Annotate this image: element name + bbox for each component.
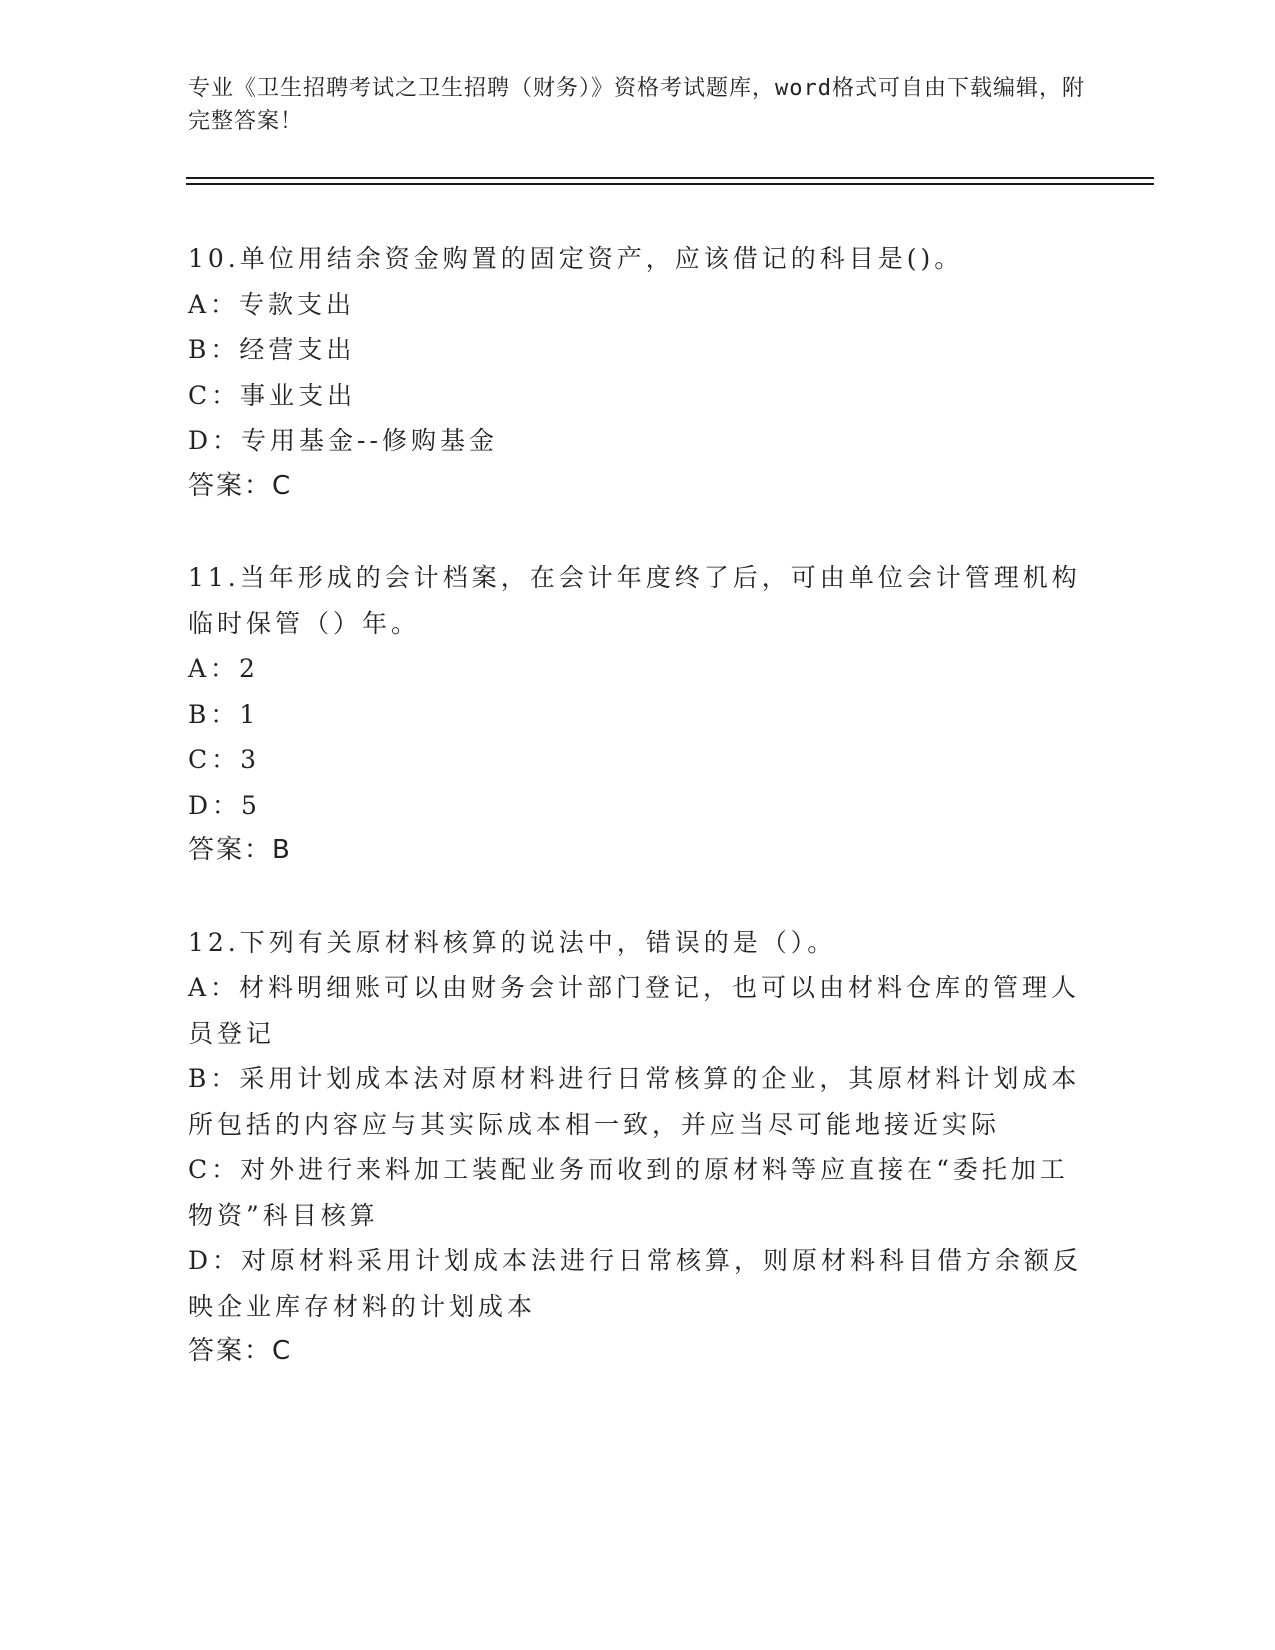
answer-line: 答案：C: [188, 1336, 293, 1366]
document-header: [188, 72, 1088, 138]
header-intro-text: 专业《卫生招聘考试之卫生招聘（财务）》资格考试题库，word格式可自由下载编辑，附完整答案！: [188, 76, 1085, 134]
question-list: [188, 236, 1088, 1421]
question-stem: 11.当年形成的会计档案，在会计年度终了后，可由单位会计管理机构临时保管（）年。: [188, 563, 1081, 638]
answer-line: 答案：C: [188, 470, 293, 501]
option-c: C：事业支出: [188, 380, 357, 410]
option-b: B：采用计划成本法对原材料进行日常核算的企业，其原材料计划成本所包括的内容应与其实际成本相一致，并应当尽可能地接近实际: [188, 1064, 1081, 1139]
header-divider-bottom: [186, 183, 1154, 185]
option-d: D：5: [188, 790, 261, 820]
option-b: B：1: [188, 699, 260, 729]
question-stem: 10.单位用结余资金购置的固定资产，应该借记的科目是()。: [188, 244, 964, 273]
question-10: [188, 236, 1088, 509]
header-divider-top: [186, 177, 1154, 179]
answer-line: 答案：B: [188, 835, 292, 865]
question-stem: 12.下列有关原材料核算的说法中，错误的是（）。: [188, 927, 837, 957]
option-c: C：对外进行来料加工装配业务而收到的原材料等应直接在“委托加工物资”科目核算: [188, 1155, 1069, 1230]
option-a: A：材料明细账可以由财务会计部门登记，也可以由材料仓库的管理人员登记: [188, 973, 1081, 1048]
option-a: A：专款支出: [188, 289, 356, 319]
option-d: D：对原材料采用计划成本法进行日常核算，则原材料科目借方余额反映企业库存材料的计划成本: [188, 1246, 1083, 1321]
option-a: A：2: [188, 654, 259, 683]
option-c: C：3: [188, 745, 261, 774]
question-11: [188, 555, 1088, 874]
option-d: D：专用基金--修购基金: [188, 426, 498, 455]
option-b: B：经营支出: [188, 335, 356, 364]
question-12: [188, 920, 1088, 1375]
